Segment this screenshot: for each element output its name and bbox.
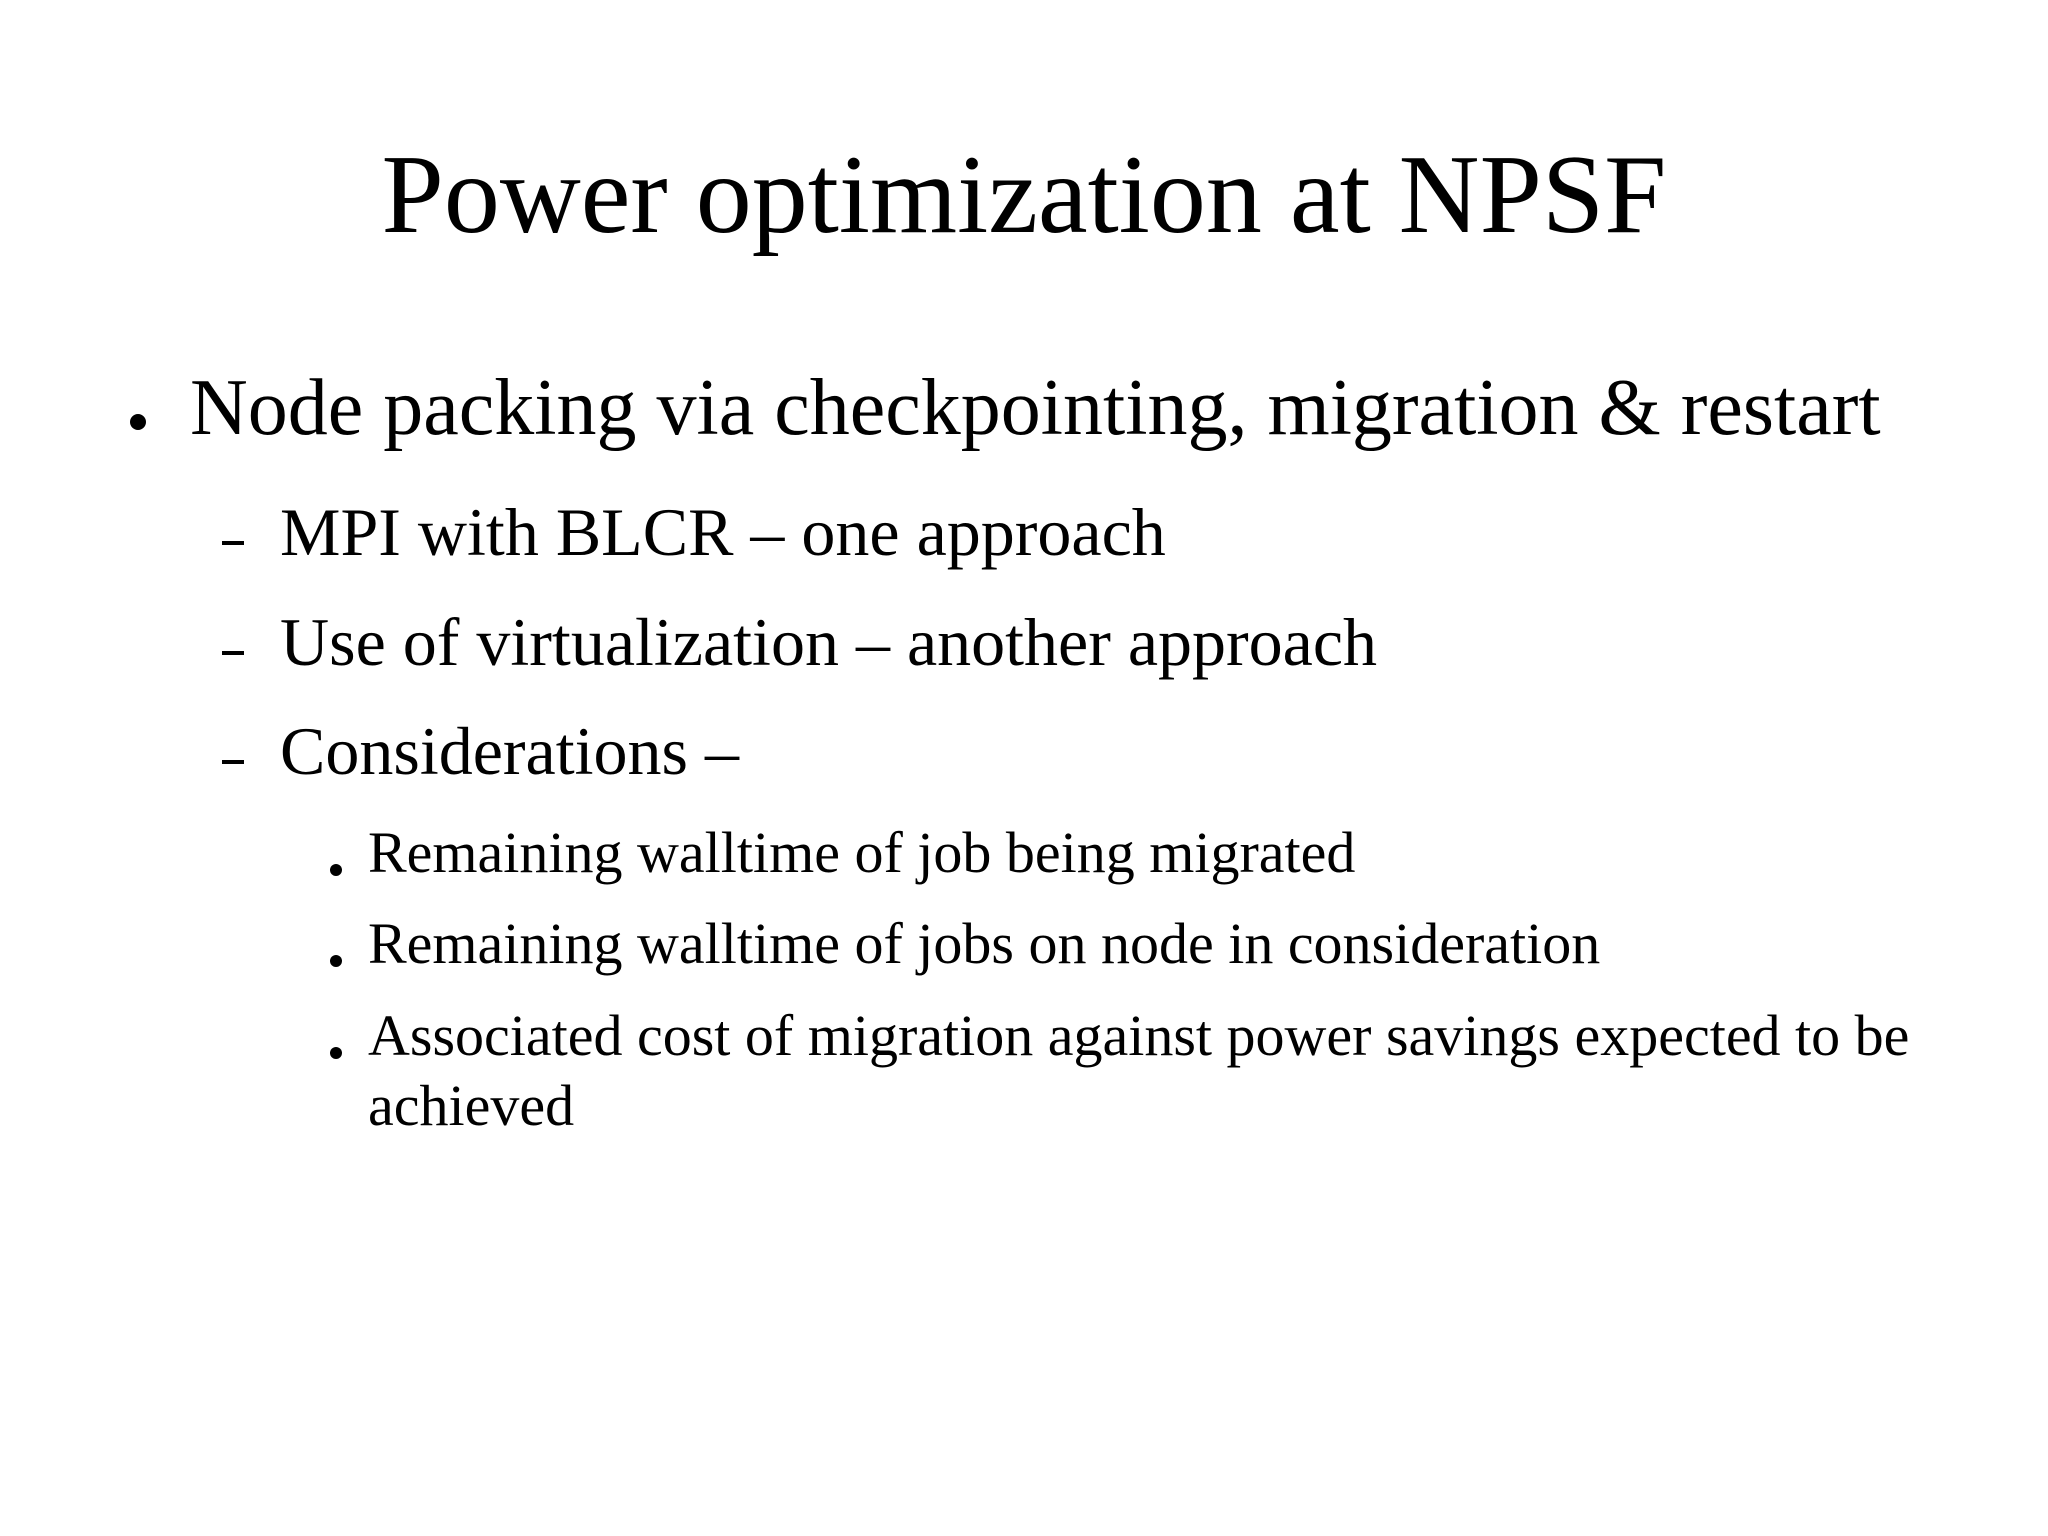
sub-bullet-considerations: Considerations – xyxy=(280,713,739,789)
bullet-dot-icon xyxy=(330,955,342,967)
consideration-walltime-node: Remaining walltime of jobs on node in consideration xyxy=(368,911,1601,976)
dash-icon xyxy=(222,651,244,655)
bullet-dot-icon xyxy=(330,864,342,876)
sub-bullet-mpi-blcr: MPI with BLCR – one approach xyxy=(280,494,1166,570)
consideration-walltime-migrated: Remaining walltime of job being migrated xyxy=(368,820,1356,885)
consideration-migration-cost: Associated cost of migration against power savings expected to be achieved xyxy=(368,1003,1910,1138)
bullet-dot-icon xyxy=(330,1047,342,1059)
dash-icon xyxy=(222,541,244,545)
dash-icon xyxy=(222,760,244,764)
bullet-node-packing: Node packing via checkpointing, migration & restart xyxy=(190,364,1881,452)
slide-title: Power optimization at NPSF xyxy=(381,133,1667,257)
sub-bullet-virtualization: Use of virtualization – another approach xyxy=(280,604,1378,680)
bullet-dot-icon xyxy=(130,414,146,430)
